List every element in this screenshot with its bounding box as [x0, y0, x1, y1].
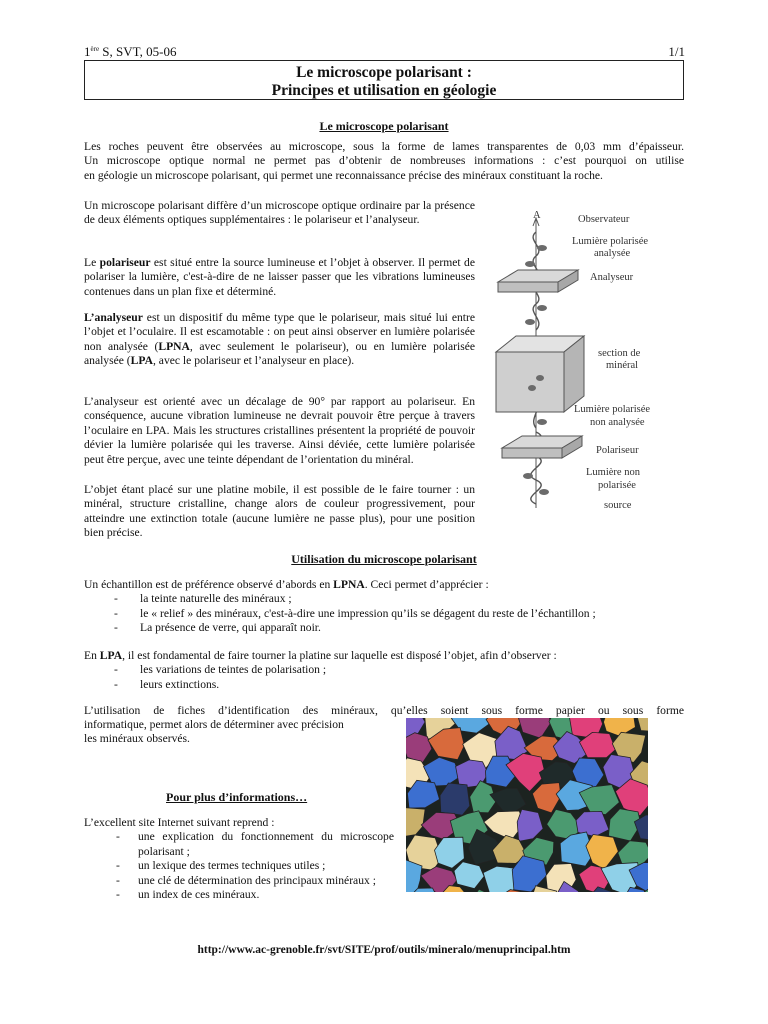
page-title: [84, 60, 684, 100]
list-item: - La présence de verre, qui apparaît noir.: [84, 621, 684, 635]
label-analyseur: Analyseur: [590, 272, 634, 283]
label-section-1: section de: [598, 348, 641, 359]
list-item: - leurs extinctions.: [84, 678, 684, 692]
section-heading-utilisation: Utilisation du microscope polarisant: [291, 552, 477, 566]
microscope-diagram: [484, 208, 684, 520]
paragraph-objet: L’objet étant placé sur une platine mobile, il est possible de le faire tourner : un minéral, structure cristalline, change alors de couleur progressivement, pour atteindre une extinction totale (aucune lumière ne passe plus), pour une position bien précise.: [84, 483, 475, 540]
label-section-2: minéral: [606, 360, 639, 371]
paragraph-fiches-cont: informatique, permet alors de déterminer avec précision les minéraux observés.: [84, 718, 344, 746]
lpna-intro: Un échantillon est de préférence observé d’abords en LPNA. Ceci permet d’apprécier :: [84, 578, 489, 591]
infos-block: [84, 816, 394, 902]
label-source: source: [604, 500, 632, 511]
lpna-block: [84, 578, 684, 636]
lpa-intro: En LPA, il est fondamental de faire tourner la platine sur laquelle est disposé l’objet, afin d’observer :: [84, 649, 557, 662]
label-lumiere-non-pol-1: Lumière non: [586, 467, 640, 478]
label-lumiere-non-analysee-2: non analysée: [590, 417, 645, 428]
label-lumiere-analysee-1: Lumière polarisée: [572, 236, 649, 247]
list-item: - une explication du fonctionnement du microscope polarisant ;: [84, 830, 394, 859]
info-url-link[interactable]: http://www.ac-grenoble.fr/svt/SITE/prof/outils/mineralo/menuprincipal.htm: [197, 944, 571, 956]
paragraph-analyseur: L’analyseur est un dispositif du même type que le polariseur, mais situé lui entre l’objet et l’oculaire. Il est escamotable : on peut ainsi observer en lumière polarisée non analysée (LPNA, avec seulement le polariseur), ou en lumière polarisée analysée (LPA, avec le polariseur et l’analyseur en place).: [84, 311, 475, 368]
list-item: - la teinte naturelle des minéraux ;: [84, 592, 684, 606]
label-lumiere-non-analysee-1: Lumière polarisée: [574, 404, 651, 415]
page-number: 1/1: [668, 44, 685, 59]
polariseur-plate: [502, 436, 582, 458]
class-label: 1ère S, SVT, 05-06: [84, 44, 177, 59]
label-observateur: Observateur: [578, 214, 630, 225]
paragraph-difference: Un microscope polarisant diffère d’un microscope optique ordinaire par la présence de deux éléments optiques supplémentaires : le polariseur et l’analyseur.: [84, 199, 475, 227]
title-line-2: Principes et utilisation en géologie: [271, 82, 497, 99]
list-item: - le « relief » des minéraux, c'est-à-dire une impression qu’ils se dégagent du reste de l’échantillon ;: [84, 607, 684, 621]
mineral-section-cube: [496, 336, 584, 412]
intro-paragraph: Les roches peuvent être observées au microscope, sous la forme de lames transparentes de 0,03 mm d’épaisseur. Un microscope optique normal ne permet pas d’obtenir de nombreuses informations : c’est pourquoi on utilise en géologie un microscope polarisant, qui permet une reconnaissance précise des minéraux constituant la roche.: [84, 140, 684, 182]
label-lumiere-non-pol-2: polarisée: [598, 480, 636, 491]
lpa-block: [84, 649, 684, 692]
label-lumiere-analysee-2: analysée: [594, 248, 631, 259]
infos-list: [84, 830, 394, 902]
lpa-list: [84, 663, 684, 692]
lpna-list: [84, 592, 684, 635]
list-item: - un lexique des termes techniques utiles ;: [84, 859, 394, 873]
section-heading-infos: Pour plus d’informations…: [166, 790, 308, 804]
list-item: - les variations de teintes de polarisation ;: [84, 663, 684, 677]
axis-label: A: [533, 210, 541, 221]
paragraph-orientation: L’analyseur est orienté avec un décalage de 90° par rapport au polariseur. En conséquence, aucune vibration lumineuse ne devrait pouvoir être perçue à travers l’oculaire en LPA. Mais les structures cristallines présentent la propriété de pouvoir dévier la lumière polarisée qui les traverse. Ainsi déviée, cette lumière polarisée peut être perçue, avec une teinte dépendant de l’orientation du minéral.: [84, 395, 475, 466]
list-item: - un index de ces minéraux.: [84, 888, 394, 902]
paragraph-polariseur: Le polariseur est situé entre la source lumineuse et l’objet à observer. Il permet de polariser la lumière, c'est-à-dire de ne laisser passer que les vibrations lumineuses contenues dans un plan fixe et déterminé.: [84, 256, 475, 298]
label-polariseur: Polariseur: [596, 445, 639, 456]
list-item: - une clé de détermination des principaux minéraux ;: [84, 874, 394, 888]
paragraph-fiches: L’utilisation de fiches d’identification des minéraux, qu’elles soient sous forme papier ou sous forme: [84, 704, 684, 717]
infos-intro: L’excellent site Internet suivant reprend :: [84, 816, 275, 829]
analyseur-plate: [498, 270, 578, 292]
title-line-1: Le microscope polarisant :: [296, 64, 472, 81]
thin-section-photo: [406, 718, 648, 892]
section-heading-microscope: Le microscope polarisant: [319, 119, 449, 133]
